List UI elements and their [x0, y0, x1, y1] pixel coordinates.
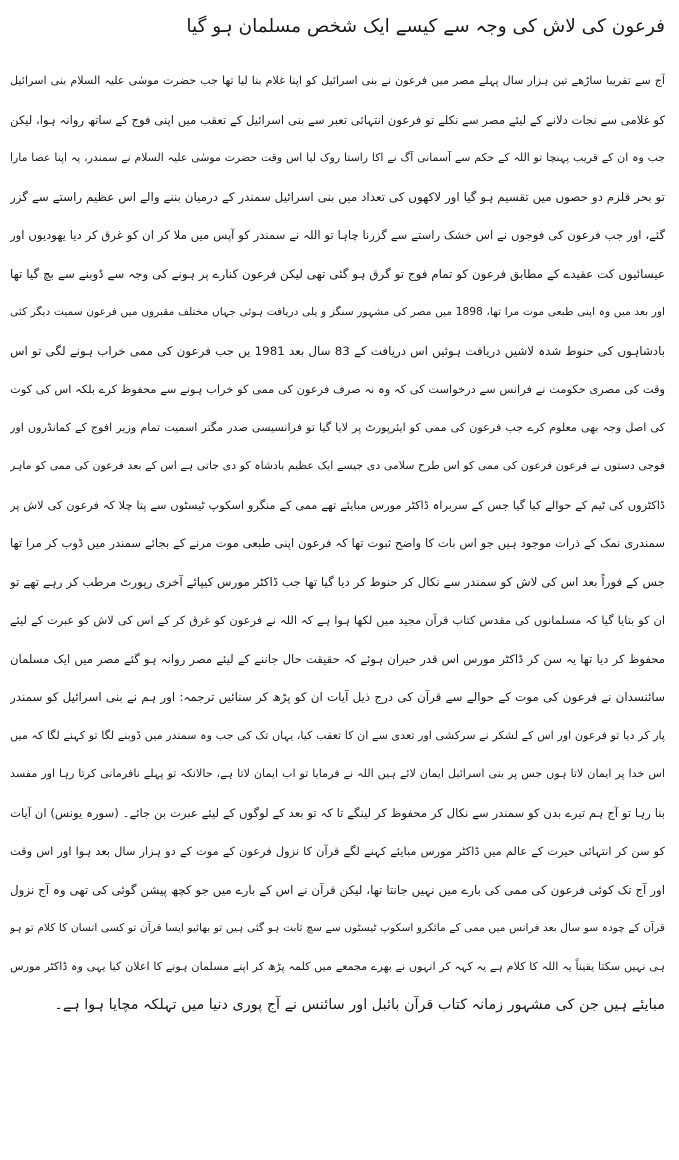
text-line: عیسائیوں کت عقیدے کے مطابق فرعون کو تمام فوج تو گرق ہو گئی تھی لیکن فرعون کنارے پر ہونے کی وجہ سے ڈوبنے سے بچ گیا تھا: [10, 266, 665, 281]
text-line: گئے، اور جب فرعون کی فوجوں نے اس خشک راستے سے گزرنا چاہا تو اللہ نے سمندر کو آپس میں ملا کر ان کو غرق کر دیا یھودیوں اور: [10, 228, 665, 242]
text-line: فوجی دستوں نے فرعون فرعون کی ممی کو اس طرح سلامی دی جیسے ایک عظیم بادشاہ کو دی جاتی ہے اس کے بعد فرعون کی ممی کو ماہر: [10, 459, 665, 472]
text-line: تو بحر قلزم دو حصوں میں تقسیم ہو گیا اور لاکھوں کی تعداد میں بنی اسرائیل سمندر کے درمیان بننے والے اس عظیم راستے سے گزر: [10, 189, 665, 204]
text-line: بنا رہا تو آج ہم تیرے بدن کو سمندر سے نکال کر محفوظ کر لینگے تا کہ تو بعد کے لوگوں کے لیئے عبرت بن جائے۔ (سورہ یونس) ان آیات: [10, 805, 665, 820]
text-line: ہی نہیں سکتا یقیناً یہ اللہ کا کلام ہے یہ کہہ کر انہوں نے بھرے مجمعے میں کلمہ پڑھ کر اپنے مسلمان ہونے کا اعلان کیا یہی وہ ڈاکٹر مورس: [10, 959, 665, 973]
text-line: ڈاکٹروں کی ٹیم کے حوالے کیا گیا جس کے سربراہ ڈاکٹر مورس مبایئے تھے ممی کے منگرو اسکوپ ٹیسٹوں سے پتا چلا کہ فرعون کی لاش پر: [10, 497, 665, 512]
text-line: قرآن کے چودہ سو سال بعد فرانس میں ممی کے مائکرو اسکوپ ٹیسٹوں سے سچ ثابت ہو گئی ہیں تو بھائیو ایسا قرآن تو کسی انسان کا کلام تو ہو: [10, 921, 665, 934]
text-line: اور بعد میں وہ اپنی طبعی موت مرا تھا، 1898 میں مصر کی مشہور سنگز و یلی دریافت ہوئی جہاں مختلف مقبروں میں فرعون سمیت دیگر کئی: [10, 305, 665, 318]
text-line: سائنسدان نے فرعون کی موت کے حوالے سے قرآن کی درج ذیل آیات ان کو پڑھ کر سنائیں ترجمہ: اور ہم نے بنی اسرائیل کو سمندر: [10, 690, 665, 704]
text-line: آج سے تقریبا ساڑھے تین ہزار سال پہلے مصر میں فرعون نے بنی اسرائیل کو اپنا غلام بنا لیا تھا جب حضرت موسٰی علیہ السلام بنی اسرائیل: [10, 74, 665, 87]
text-line: جب وہ ان کے قریب پہنچا تو اللہ کے حکم سے آسمانی آگ نے اکا راستا روک لیا اس وقت حضرت موسٰی علیہ السلام نے سمندر، پہ اپنا عصا مارا: [10, 151, 665, 164]
text-line: کو غلامی سے نجات دلانے کے لیئے مصر سے نکلے تو فرعون انتہائی تعبر سے بنی اسرائیل کے تعقب میں اپنی فوج کے ساتھ روانہ ہوا، لیکن: [10, 112, 665, 127]
text-line: سمندری نمک کے ذرات موجود ہیں جو اس بات کا واضح ثبوت تھا کہ فرعون اپنی طبعی موت مرنے کے بجائے سمندر میں ڈوب کر مرا تھا: [10, 536, 665, 550]
text-line: کو سن کر انتہائی حیرت کے عالم میں ڈاکٹر مورس مبایئے کہنے لگے قرآن کا نزول فرعون کے موت کے دو ہزار سال بعد ہوا اور اس وقت: [10, 844, 665, 858]
text-line: کی اصل وجہ بھی معلوم کرے جب فرعون کی ممی کو ایئرپورٹ پر لایا گیا تو فرانسیسی صدر مگتر اسمیت تمام وزیر افوج کے کمانڈروں اور: [10, 420, 665, 434]
text-line: جس کے فوراً بعد اس کی لاش کو سمندر سے نکال کر حنوط کر دیا گیا تھا جب ڈاکٹر مورس کیپائے آخری رپورٹ مرطب کر رہے تھے تو: [10, 574, 665, 589]
article-body: [10, 66, 665, 1029]
text-line: محفوظ کر دیا تھا یہ سن کر ڈاکٹر مورس اس قدر حیران ہوئے کہ حقیقت حال جاننے کے لیئے مصر روانہ ہو گئے مصر میں ایک مسلمان: [10, 651, 665, 666]
text-line: پار کر دیا تو فرعون اور اس کے لشکر نے سرکشی اور تعدی سے ان کا تعقب کیا، یہاں تک کی جب وہ سمندر میں ڈوبنے لگا تو کہنے لگا کہ میں: [10, 728, 665, 742]
text-line: اور آج تک کوئی فرعون کی ممی کی بارے میں نہیں جانتا تھا، لیکن قرآن نے اس کے بارے میں جو کچھ پیشن گوئی کی تھی وہ آج نزول: [10, 882, 665, 897]
article-title: فرعون کی لاش کی وجہ سے کیسے ایک شخص مسلمان ہو گیا: [186, 16, 665, 37]
text-line: وقت کی مصری حکومت نے فرانس سے درخواست کی کہ وہ نہ صرف فرعون کی ممی کو خراب ہونے سے محفوظ کرے بلکہ اس کی کوت: [10, 382, 665, 396]
text-line: اس خدا پر ایمان لاتا ہوں جس پر بنی اسرائیل ایمان لائے ہیں اللہ نے فرمایا تو اب ایمان لاتا ہے، حالانکہ تو پہلے نافرمانی کرتا رہا اور مفسد: [10, 767, 665, 780]
text-line: مبایئے ہیں جن کی مشہور زمانہ کتاب قرآن بائبل اور سائنس نے آج پوری دنیا میں تہلکہ مچایا ہوا ہے۔: [54, 997, 665, 1013]
text-line: بادشاہوں کی حنوط شدہ لاشیں دریافت ہوئیں اس دریافت کے 83 سال بعد 1981 یں جب فرعون کی ممی خراب ہونے لگی تو اس: [10, 343, 665, 358]
text-line: ان کو بتایا گیا کہ مسلمانوں کی مقدس کتاب قرآن مجید میں لکھا ہوا ہے کہ اللہ نے فرعون کو غرق کر کے اس کی لاش کو عبرت کے لیئے: [10, 613, 665, 627]
